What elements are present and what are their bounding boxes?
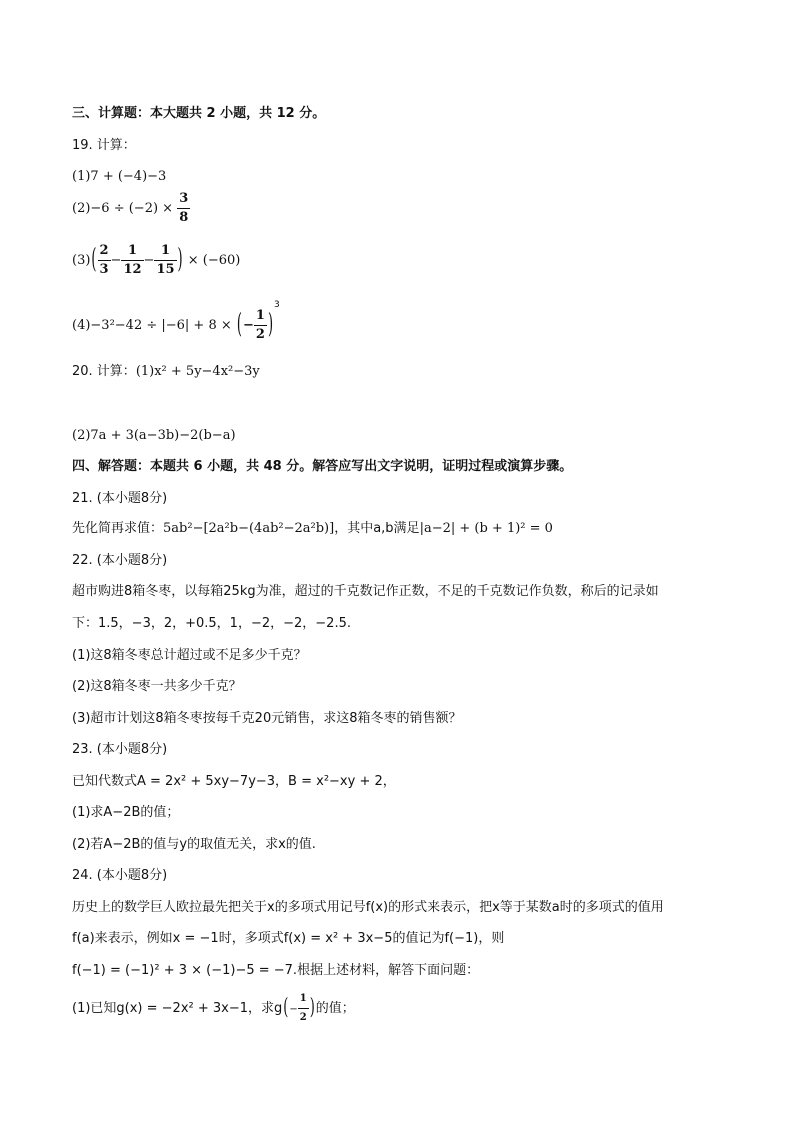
fraction-numerator: 2 <box>99 243 109 258</box>
q19-part2 <box>72 190 190 227</box>
fraction <box>154 242 176 279</box>
fraction-denominator: 2 <box>298 1008 309 1027</box>
fraction-numerator: 1 <box>299 993 307 1004</box>
q24-part1: (1)已知g(x) = −2x² + 3x−1，求g(− $\frac{1}{2}$ )的值； <box>72 990 355 1027</box>
q19-part3-suffix: × (−60) <box>187 253 241 268</box>
fraction <box>98 242 111 279</box>
q23-label: 23. (本小题8分) <box>72 742 168 757</box>
left-paren: ( <box>236 308 242 341</box>
q21-text-prefix: 先化简再求值： <box>72 521 164 536</box>
q24-line3: f(−1) = (−1)² + 3 × (−1)−5 = −7.根据上述材料，解答下面问题： <box>72 963 480 978</box>
section-4-heading: 四、解答题：本题共 6 小题，共 48 分。解答应写出文字说明，证明过程或演算步骤。 <box>72 459 573 474</box>
fraction <box>121 242 143 279</box>
q21-text <box>72 520 553 538</box>
q20-label: 20. 计算： <box>72 364 136 379</box>
fraction-numerator: 1 <box>127 243 138 258</box>
fraction <box>254 307 267 344</box>
q22-part3: (3)超市计划这8箱冬枣按每千克20元销售，求这8箱冬枣的销售额？ <box>72 711 462 726</box>
fraction <box>177 190 190 227</box>
fraction-numerator: 3 <box>179 191 189 206</box>
q24-line2: f(a)来表示，例如x = −1时，多项式f(x) = x² + 3x−5的值记为f(−1)，则 <box>72 931 505 946</box>
q22-line2: 下：1.5，−3，2，+0.5，1，−2，−2，−2.5. <box>72 616 351 631</box>
fraction-numerator: 1 <box>255 308 265 323</box>
fraction-denominator: 12 <box>123 262 142 277</box>
q21-text-mid: ，其中a,b满足 <box>334 521 420 536</box>
right-paren: ) <box>177 243 183 276</box>
q20-part2: (2)7a + 3(a−3b)−2(b−a) <box>72 428 236 443</box>
fraction <box>298 990 309 1027</box>
q19-part2-prefix: (2)−6 ÷ (−2) × <box>72 201 174 216</box>
fraction-numerator: 1 <box>160 243 171 258</box>
q24-label: 24. (本小题8分) <box>72 868 168 883</box>
left-paren: ( <box>91 243 97 276</box>
q23-part1: (1)求A−2B的值； <box>72 805 180 820</box>
fraction-denominator: 15 <box>156 262 175 277</box>
q24-part1-suffix: 的值； <box>315 1001 355 1016</box>
left-paren: ( <box>283 994 289 1021</box>
section-3-heading: 三、计算题：本大题共 2 小题，共 12 分。 <box>72 106 326 121</box>
q19-part1: (1)7 + (−4)−3 <box>72 169 167 184</box>
q22-part2: (2)这8箱冬枣一共多少千克？ <box>72 679 242 694</box>
fraction-denominator: 3 <box>99 262 109 277</box>
q19-part3-prefix: (3) <box>72 253 91 268</box>
right-paren: ) <box>309 994 315 1021</box>
right-paren: ) <box>267 308 274 341</box>
q21-expression: 5ab²−[2a²b−(4ab²−2a²b)] <box>163 521 335 536</box>
q20-part1: (1)x² + 5y−4x²−3y <box>135 364 260 379</box>
exponent: 3 <box>274 300 280 310</box>
q20-line1 <box>72 363 260 381</box>
q23-part2: (2)若A−2B的值与y的取值无关，求x的值. <box>72 837 316 852</box>
q19-part4: (4)−3²−42 ÷ |−6| + 8 × (− $\frac{1}{2}$ )$^3$ <box>72 305 280 344</box>
q21-condition: |a−2| + (b + 1)² = 0 <box>419 521 553 536</box>
q19-part3: (3)( $\frac{2}{3}$ − $\frac{1}{12}$ − $\frac{1}{15}$ ) × (−60) <box>72 242 240 279</box>
q22-part1: (1)这8箱冬枣总计超过或不足多少千克？ <box>72 648 307 663</box>
fraction-denominator: 2 <box>255 327 265 342</box>
q24-part1-prefix: (1)已知g(x) = −2x² + 3x−1，求g <box>72 1001 283 1016</box>
q19-part4-prefix: (4)−3²−42 ÷ |−6| + 8 × <box>72 318 232 333</box>
q24-line1: 历史上的数学巨人欧拉最先把关于x的多项式用记号f(x)的形式来表示，把x等于某数a时的多项式的值用 <box>72 900 664 915</box>
fraction-denominator: 8 <box>179 210 189 225</box>
q21-label: 21. (本小题8分) <box>72 491 168 506</box>
q23-given: 已知代数式A = 2x² + 5xy−7y−3，B = x²−xy + 2， <box>72 774 396 789</box>
q22-line1: 超市购进8箱冬枣，以每箱25kg为准，超过的千克数记作正数，不足的千克数记作负数，称后的记录如 <box>72 584 659 599</box>
q19-label: 19. 计算： <box>72 138 136 153</box>
q22-label: 22. (本小题8分) <box>72 553 168 568</box>
